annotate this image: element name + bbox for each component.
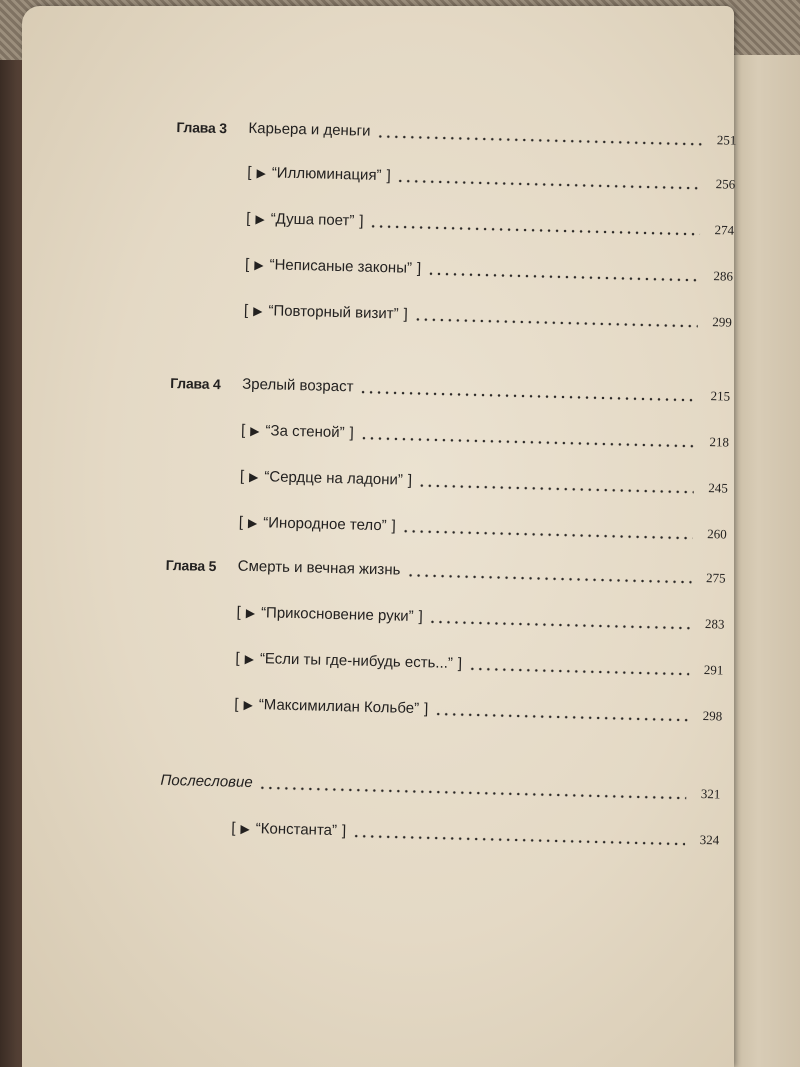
page-number: 260 — [707, 526, 727, 542]
entry-title: “Сердце на ладони” — [264, 468, 404, 489]
bracket-open: [ — [231, 819, 236, 837]
bracket-close: ] — [403, 305, 409, 323]
play-triangle-icon: ▶ — [254, 257, 264, 273]
toc-chapter-4 — [170, 374, 730, 406]
toc-entry — [235, 650, 723, 680]
play-triangle-icon: ▶ — [240, 821, 250, 836]
page-number: 274 — [714, 222, 735, 238]
page-number: 215 — [710, 388, 731, 404]
chapter-title: Карьера и деньги — [248, 119, 371, 140]
leader-dots — [406, 574, 691, 584]
leader-dots — [369, 225, 700, 236]
play-triangle-icon: ▶ — [250, 423, 260, 439]
toc-entry — [244, 302, 732, 332]
bracket-close: ] — [416, 259, 422, 278]
bracket-close: ] — [386, 167, 391, 185]
page-number: 321 — [700, 786, 721, 802]
page-number: 245 — [708, 480, 729, 496]
page-number: 283 — [704, 616, 725, 632]
play-triangle-icon: ▶ — [248, 469, 259, 485]
play-triangle-icon: ▶ — [256, 165, 266, 181]
entry-title: “Душа поет” — [270, 210, 355, 230]
entry-title: “Если ты где-нибудь есть...” — [259, 650, 454, 672]
leader-dots — [427, 272, 699, 282]
play-triangle-icon: ▶ — [243, 697, 253, 713]
play-triangle-icon: ▶ — [247, 515, 258, 531]
bracket-open: [ — [244, 255, 250, 273]
bracket-close: ] — [391, 517, 397, 535]
leader-dots — [434, 712, 688, 721]
chapter-title: Зрелый возраст — [242, 375, 354, 396]
bracket-close: ] — [359, 212, 364, 230]
leader-dots — [352, 834, 685, 845]
toc-entry — [239, 514, 727, 544]
leader-dots — [468, 667, 689, 675]
chapter-label: Глава 4 — [170, 374, 221, 393]
table-of-contents — [160, 106, 737, 848]
toc-entry — [247, 164, 735, 194]
play-triangle-icon: ▶ — [244, 651, 255, 667]
page-number: 275 — [705, 570, 726, 586]
entry-title: “Прикосновение руки” — [260, 604, 414, 625]
entry-title: “За стеной” — [265, 422, 345, 442]
page-number: 256 — [715, 176, 736, 192]
leader-dots — [414, 318, 698, 328]
chapter-title: Смерть и вечная жизнь — [237, 557, 401, 579]
bracket-close: ] — [341, 822, 347, 840]
bracket-open: [ — [239, 467, 245, 485]
toc-entry — [246, 210, 734, 240]
adjacent-book — [729, 55, 800, 1067]
play-triangle-icon: ▶ — [253, 303, 263, 319]
entry-title: “Инородное тело” — [263, 514, 387, 535]
play-triangle-icon: ▶ — [255, 211, 265, 227]
page-number: 298 — [702, 708, 723, 724]
leader-dots — [402, 530, 693, 540]
bracket-open: [ — [246, 209, 251, 227]
bracket-open: [ — [236, 603, 242, 621]
epilogue-title: Послесловие — [160, 771, 253, 792]
toc-entry — [240, 468, 728, 498]
leader-dots — [429, 620, 691, 629]
leader-dots — [418, 484, 694, 494]
page-number: 324 — [699, 831, 720, 848]
entry-title: “Неписаные законы” — [269, 256, 413, 277]
toc-entry — [241, 422, 729, 452]
bracket-close: ] — [423, 700, 429, 718]
bracket-open: [ — [247, 163, 252, 181]
leader-dots — [359, 391, 696, 402]
bracket-open: [ — [240, 421, 246, 439]
bracket-close: ] — [418, 608, 424, 626]
toc-entry — [231, 820, 719, 850]
leader-dots — [376, 135, 702, 146]
chapter-label: Глава 3 — [176, 118, 228, 137]
entry-title: “Повторный визит” — [268, 302, 399, 323]
bracket-open: [ — [243, 301, 249, 319]
entry-title: “Иллюминация” — [271, 164, 382, 185]
chapter-label: Глава 5 — [165, 556, 217, 575]
toc-entry — [245, 256, 733, 286]
bracket-close: ] — [457, 655, 463, 673]
page-number: 291 — [703, 662, 724, 678]
book-page — [22, 6, 737, 1067]
page-number: 299 — [712, 314, 733, 330]
entry-title: “Максимилиан Кольбе” — [258, 696, 420, 718]
bracket-open: [ — [234, 695, 239, 713]
bracket-open: [ — [238, 513, 244, 531]
play-triangle-icon: ▶ — [245, 605, 256, 621]
toc-epilogue — [160, 772, 720, 804]
toc-entry — [236, 604, 724, 634]
leader-dots — [360, 437, 695, 448]
bracket-close: ] — [407, 471, 413, 489]
toc-chapter-5 — [166, 556, 726, 588]
bracket-open: [ — [235, 649, 240, 667]
page-number: 218 — [709, 434, 730, 450]
toc-entry — [234, 696, 722, 726]
toc-chapter-3 — [176, 118, 736, 150]
page-number: 251 — [716, 132, 737, 148]
leader-dots — [259, 786, 687, 799]
bracket-close: ] — [349, 424, 354, 442]
leader-dots — [397, 179, 702, 189]
entry-title: “Константа” — [255, 820, 338, 840]
page-number: 286 — [713, 268, 734, 284]
